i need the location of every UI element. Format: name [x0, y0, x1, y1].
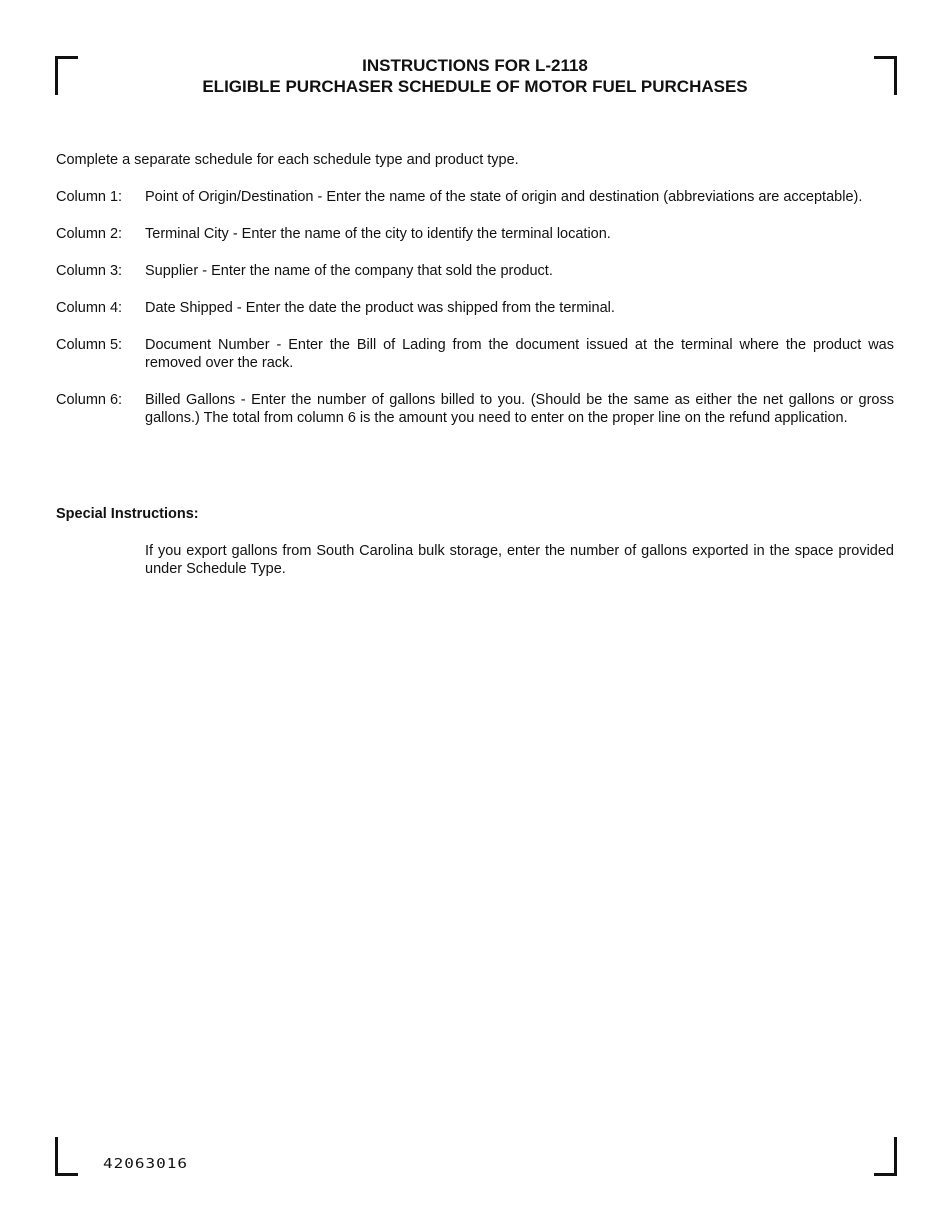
registration-mark-bottom-right [874, 1137, 897, 1176]
column-label: Column 6: [56, 392, 123, 408]
column-label: Column 5: [56, 337, 123, 353]
column-instruction-5 [56, 336, 894, 372]
form-code: 42063016 [103, 1155, 189, 1172]
column-instruction-2 [56, 225, 894, 243]
column-description: Terminal City - Enter the name of the city to identify the terminal location. [145, 226, 611, 242]
column-instruction-4 [56, 299, 894, 317]
column-label: Column 2: [56, 226, 123, 242]
column-description: Document Number - Enter the Bill of Lading from the document issued at the terminal where the product was removed over the rack. [145, 337, 894, 371]
title-line-1: INSTRUCTIONS FOR L-2118 [362, 56, 588, 75]
column-description: Supplier - Enter the name of the company that sold the product. [145, 263, 553, 279]
column-label: Column 4: [56, 300, 123, 316]
column-instruction-3 [56, 262, 894, 280]
title-line-2: ELIGIBLE PURCHASER SCHEDULE OF MOTOR FUEL PURCHASES [202, 77, 748, 96]
column-label: Column 1: [56, 189, 123, 205]
column-description: Point of Origin/Destination - Enter the name of the state of origin and destination (abbreviations are acceptable). [145, 189, 863, 205]
column-instruction-1 [56, 188, 894, 206]
column-instruction-6 [56, 391, 894, 427]
registration-mark-bottom-left [55, 1137, 78, 1176]
column-label: Column 3: [56, 263, 123, 279]
intro-text: Complete a separate schedule for each schedule type and product type. [56, 152, 519, 168]
special-instructions-heading: Special Instructions: [56, 506, 199, 522]
column-description: Billed Gallons - Enter the number of gallons billed to you. (Should be the same as either the net gallons or gross gallons.) The total from column 6 is the amount you need to enter on the proper line on the refund application. [145, 392, 894, 426]
page-title [0, 55, 950, 97]
column-instructions-list [56, 188, 894, 446]
special-instructions-text: If you export gallons from South Carolina bulk storage, enter the number of gallons exported in the space provided under Schedule Type. [145, 543, 894, 577]
column-description: Date Shipped - Enter the date the product was shipped from the terminal. [145, 300, 615, 316]
